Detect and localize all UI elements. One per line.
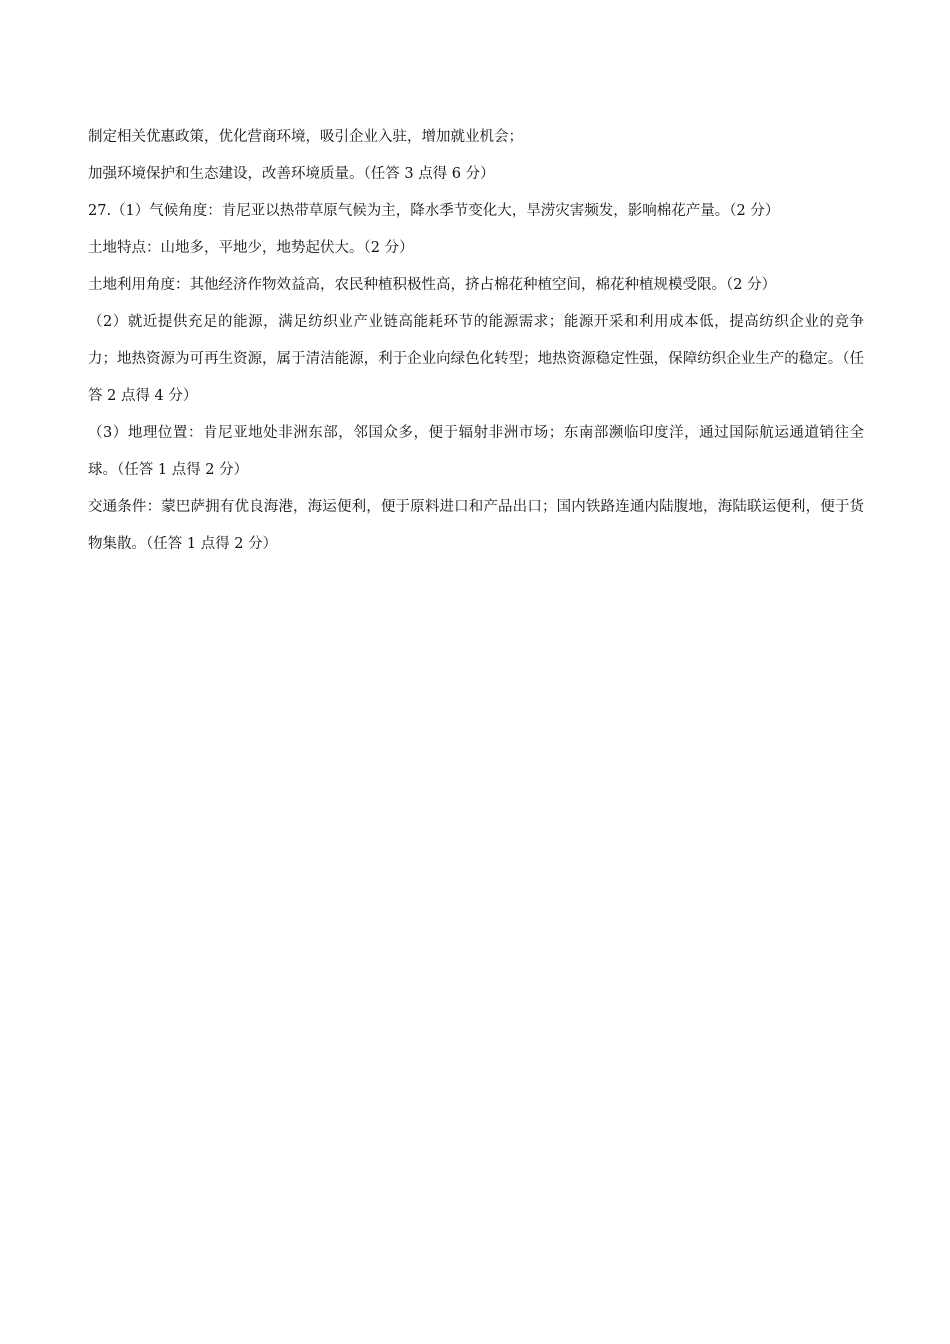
answer-text-block (88, 119, 864, 563)
paragraph-q27-part3-location: （3）地理位置：肯尼亚地处非洲东部，邻国众多，便于辐射非洲市场；东南部濒临印度洋，通过国际航运通道销往全球。（任答 1 点得 2 分） (88, 425, 864, 478)
paragraph-q27-part1-land-use: 土地利用角度：其他经济作物效益高，农民种植积极性高，挤占棉花种植空间，棉花种植规模受限。（2 分） (88, 277, 777, 293)
paragraph-q27-part3-transport: 交通条件：蒙巴萨拥有优良海港，海运便利，便于原料进口和产品出口；国内铁路连通内陆腹地，海陆联运便利，便于货物集散。（任答 1 点得 2 分） (88, 499, 864, 552)
paragraph-q27-part2: （2）就近提供充足的能源，满足纺织业产业链高能耗环节的能源需求；能源开采和利用成本低，提高纺织企业的竞争力；地热资源为可再生资源，属于清洁能源，利于企业向绿色化转型；地热资源稳定性强，保障纺织企业生产的稳定。（任答 2 点得 4 分） (88, 314, 864, 404)
paragraph-q27-part1-climate: 27.（1）气候角度：肯尼亚以热带草原气候为主，降水季节变化大，旱涝灾害频发，影响棉花产量。（2 分） (88, 203, 780, 219)
paragraph-q27-part1-land: 土地特点：山地多，平地少，地势起伏大。（2 分） (88, 240, 414, 256)
paragraph-environment: 加强环境保护和生态建设，改善环境质量。（任答 3 点得 6 分） (88, 166, 495, 182)
paragraph-policy: 制定相关优惠政策，优化营商环境，吸引企业入驻，增加就业机会； (88, 129, 523, 145)
